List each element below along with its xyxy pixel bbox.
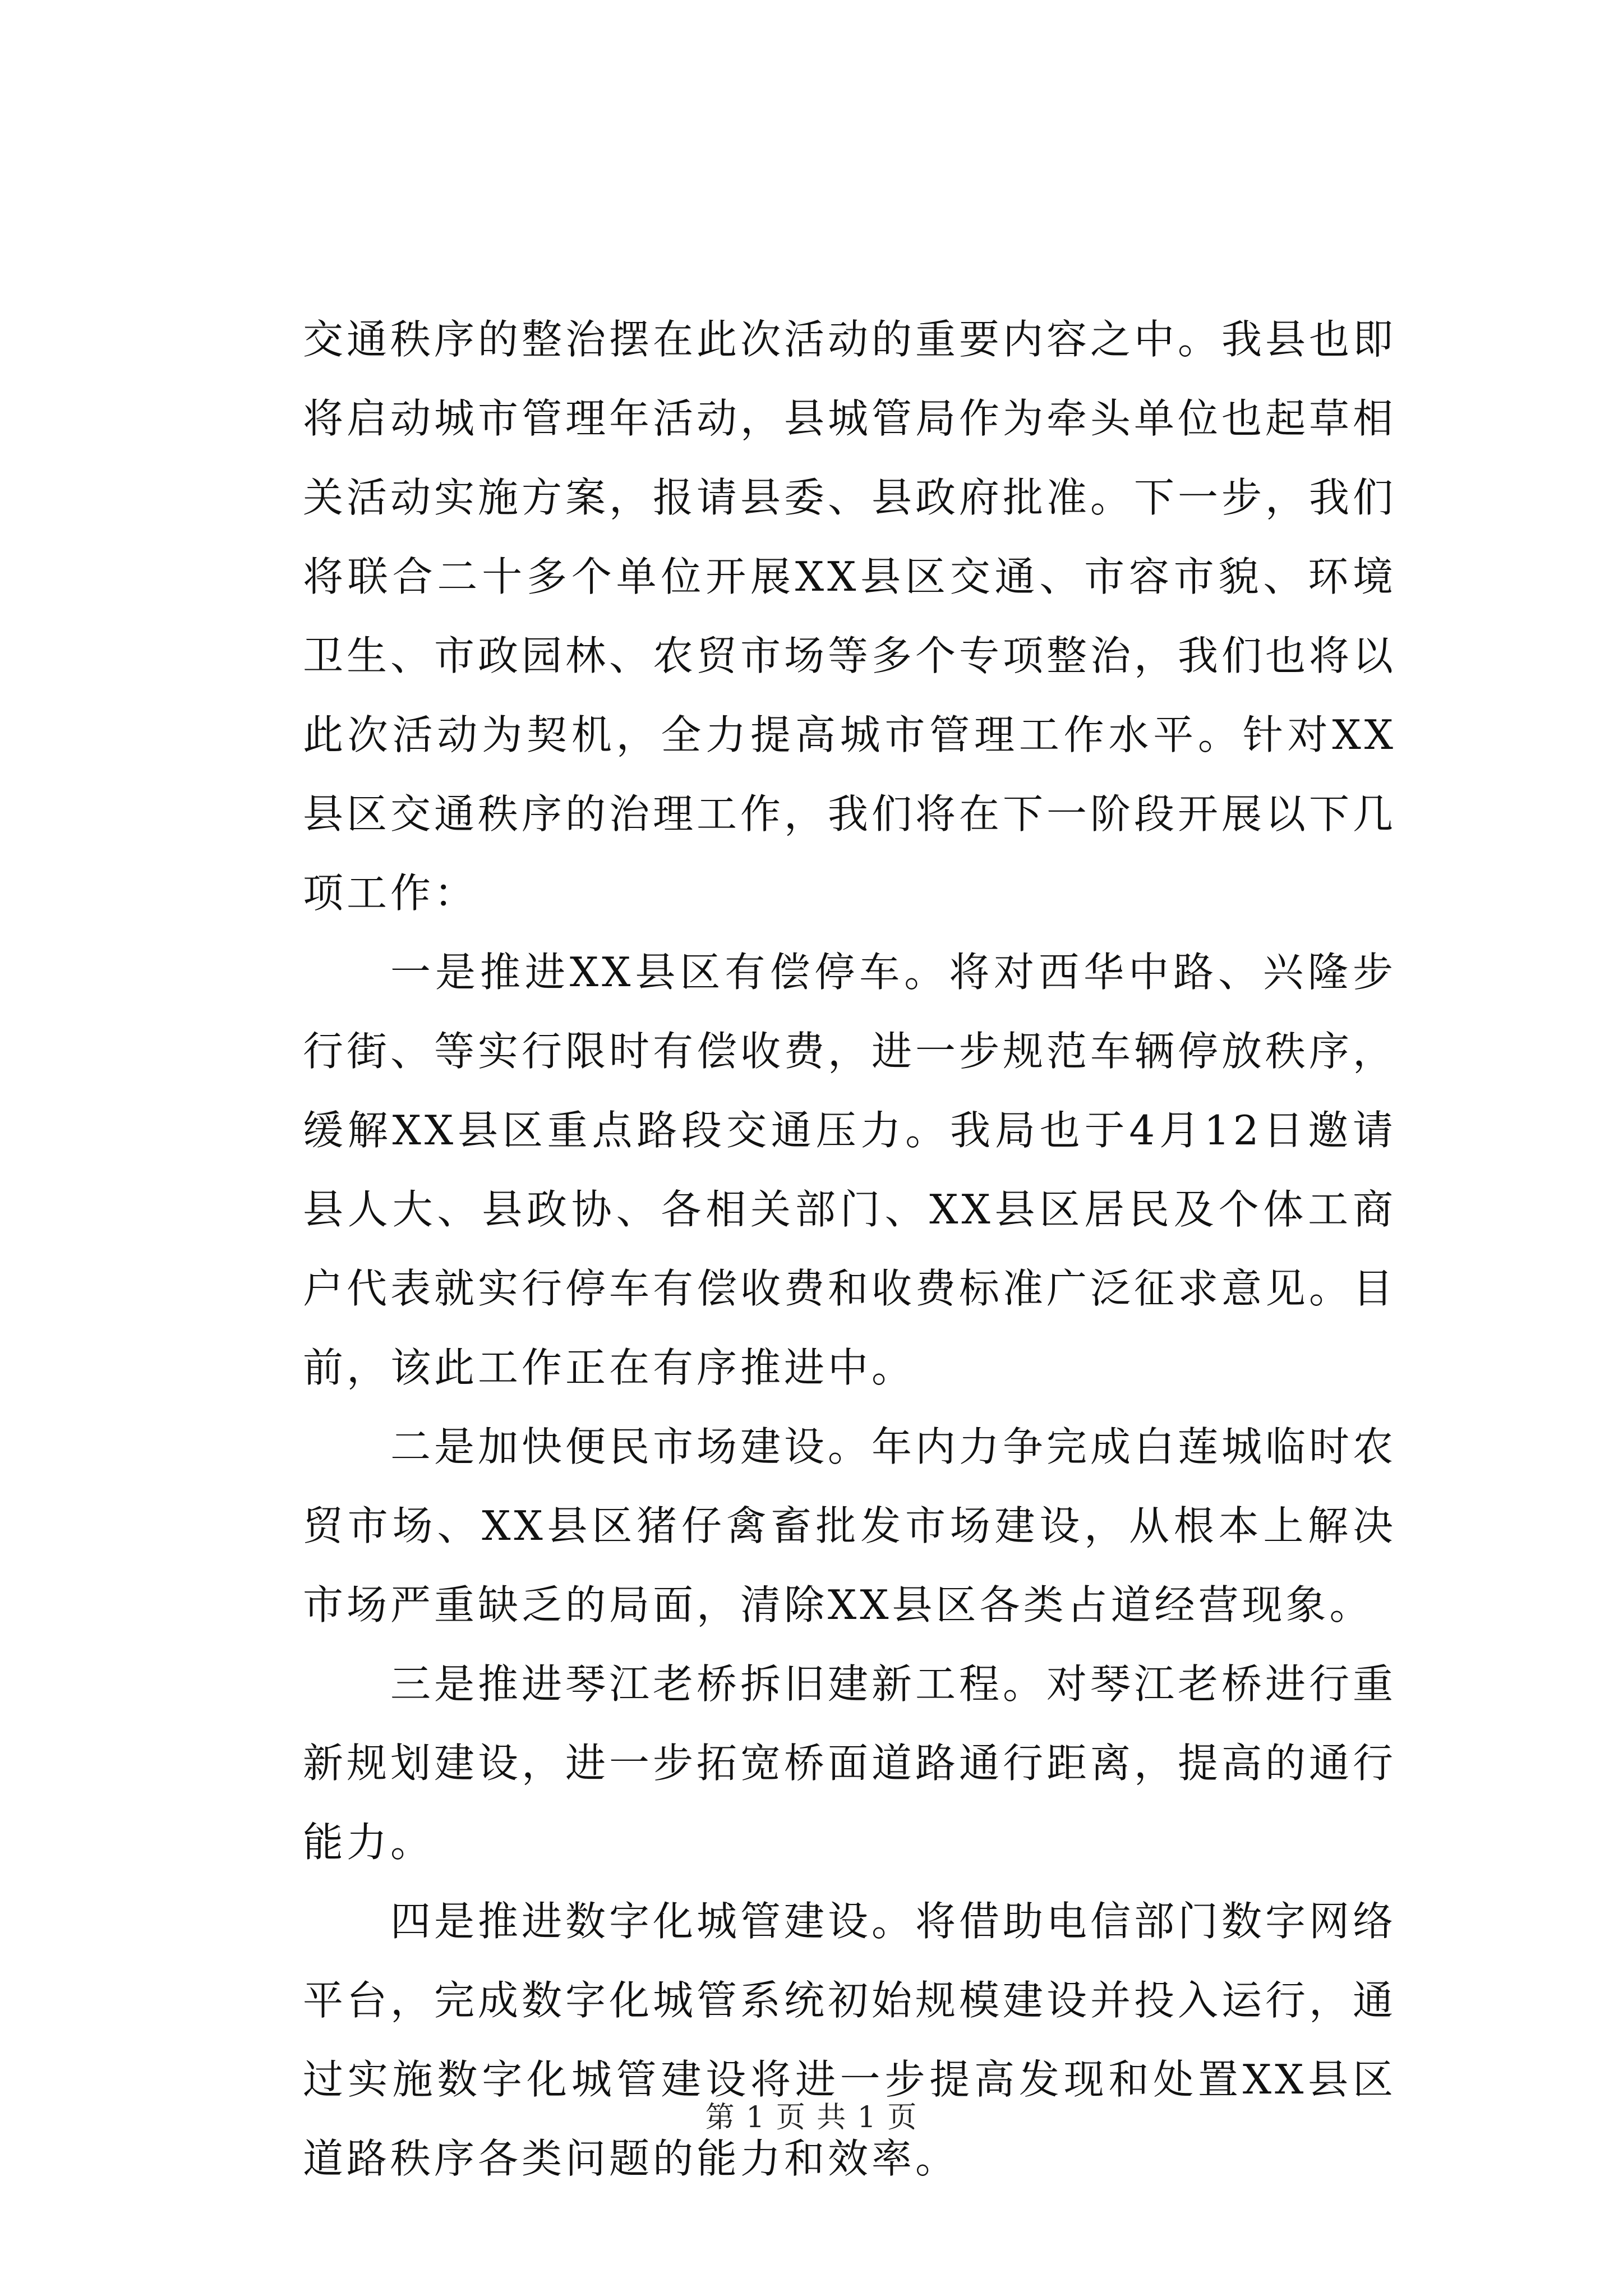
document-body (303, 300, 1396, 2198)
paragraph-item-2: 二是加快便民市场建设。年内力争完成白莲城临时农贸市场、XX县区猪仔禽畜批发市场建设，从根本上解决市场严重缺乏的局面，清除XX县区各类占道经营现象。 (303, 1423, 1397, 1628)
paragraph-intro: 交通秩序的整治摆在此次活动的重要内容之中。我县也即将启动城市管理年活动，县城管局作为牵头单位也起草相关活动实施方案，报请县委、县政府批准。下一步，我们将联合二十多个单位开展XX县区交通、市容市貌、环境卫生、市政园林、农贸市场等多个专项整治，我们也将以此次活动为契机，全力提高城市管理工作水平。针对XX县区交通秩序的治理工作，我们将在下一阶段开展以下几项工作： (303, 316, 1397, 917)
page-footer: 第 1 页 共 1 页 (705, 2101, 918, 2134)
paragraph-item-3: 三是推进琴江老桥拆旧建新工程。对琴江老桥进行重新规划建设，进一步拓宽桥面道路通行距离，提高的通行能力。 (303, 1660, 1397, 1866)
paragraph-item-4: 四是推进数字化城管建设。将借助电信部门数字网络平台，完成数字化城管系统初始规模建设并投入运行，通过实施数字化城管建设将进一步提高发现和处置XX县区道路秩序各类问题的能力和效率。 (303, 1898, 1397, 2182)
paragraph-item-1: 一是推进XX县区有偿停车。将对西华中路、兴隆步行街、等实行限时有偿收费，进一步规范车辆停放秩序，缓解XX县区重点路段交通压力。我局也于4月12日邀请县人大、县政协、各相关部门、XX县区居民及个体工商户代表就实行停车有偿收费和收费标准广泛征求意见。目前，该此工作正在有序推进中。 (303, 949, 1397, 1391)
